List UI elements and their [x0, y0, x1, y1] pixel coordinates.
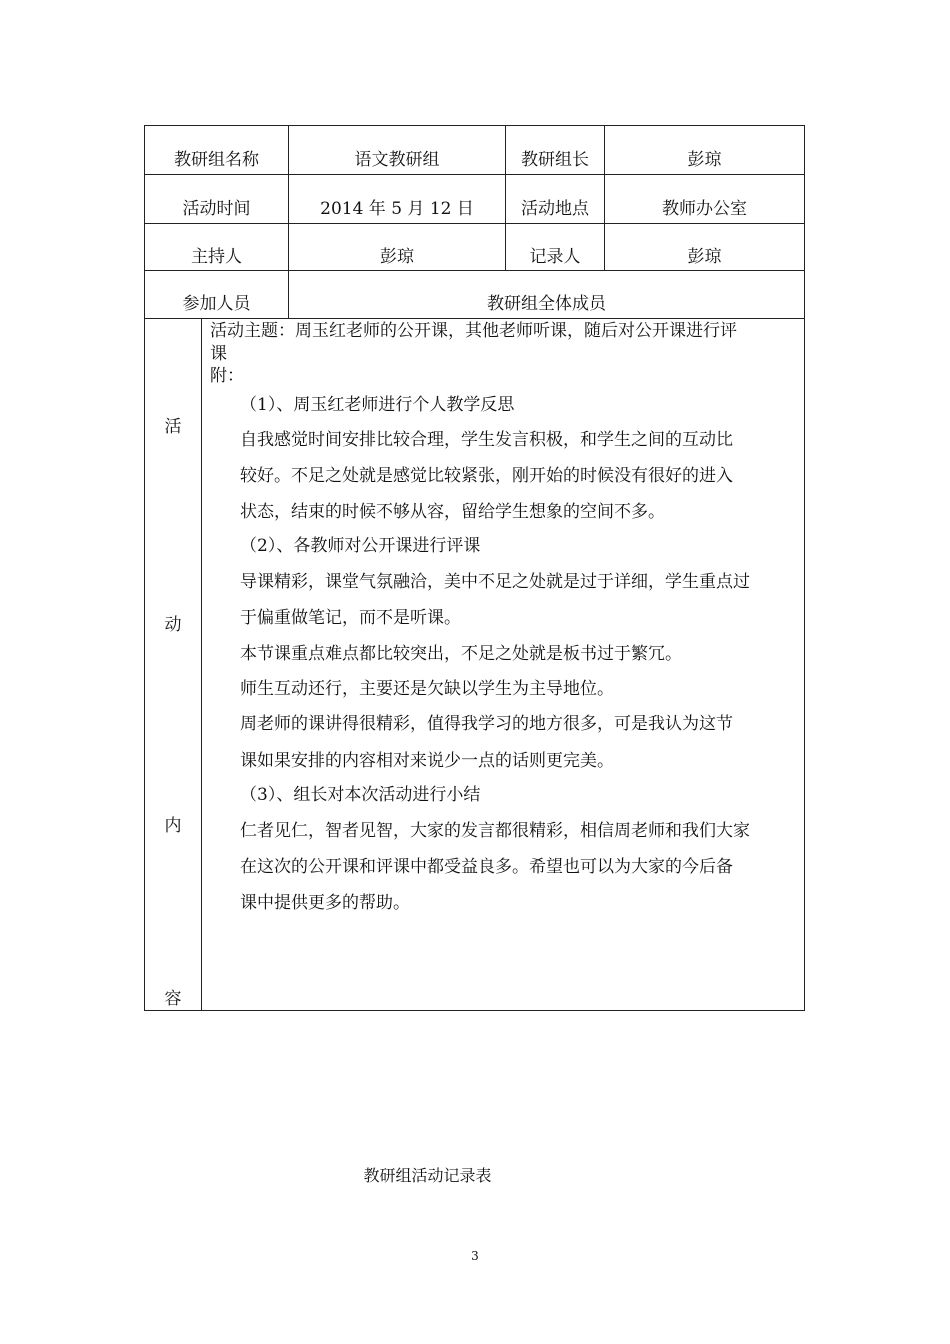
paragraph-line: 在这次的公开课和评课中都受益良多。希望也可以为大家的今后备	[240, 857, 733, 877]
activity-time-value: 2014 年 5 月 12 日	[320, 199, 474, 219]
page-number: 3	[471, 1249, 479, 1263]
paragraph-line: 本节课重点难点都比较突出，不足之处就是板书过于繁冗。	[240, 644, 682, 664]
paragraph-line: 较好。不足之处就是感觉比较紧张，刚开始的时候没有很好的进入	[240, 466, 733, 486]
section-title: （1）、周玉红老师进行个人教学反思	[240, 395, 515, 415]
col-divider	[201, 318, 202, 1010]
recorder-value: 彭琼	[687, 247, 722, 267]
paragraph-line: 师生互动还行，主要还是欠缺以学生为主导地位。	[240, 679, 614, 699]
activity-record-table	[144, 125, 805, 1011]
row-divider	[145, 174, 804, 175]
group-name-label: 教研组名称	[174, 150, 259, 170]
paragraph-line: 课如果安排的内容相对来说少一点的话则更完美。	[240, 751, 614, 771]
activity-place-value: 教师办公室	[662, 199, 747, 219]
group-leader-value: 彭琼	[687, 150, 722, 170]
row-divider	[145, 318, 804, 319]
content-label-char: 活	[164, 417, 182, 437]
recorder-label: 记录人	[529, 247, 581, 267]
appendix-label: 附：	[210, 366, 244, 386]
paragraph-line: 状态，结束的时候不够从容，留给学生想象的空间不多。	[240, 502, 665, 522]
content-label-char: 动	[164, 615, 182, 635]
paragraph-line: 课中提供更多的帮助。	[240, 893, 410, 913]
activity-theme: 活动主题：周玉红老师的公开课，其他老师听课，随后对公开课进行评	[210, 321, 737, 341]
participants-label: 参加人员	[182, 294, 251, 314]
paragraph-line: 仁者见仁，智者见智，大家的发言都很精彩，相信周老师和我们大家	[240, 821, 750, 841]
group-name-value: 语文教研组	[354, 150, 440, 170]
section-title: （2）、各教师对公开课进行评课	[240, 536, 481, 556]
activity-time-label: 活动时间	[182, 199, 251, 219]
form-title: 教研组活动记录表	[363, 1166, 492, 1185]
row-divider	[145, 270, 804, 271]
paragraph-line: 于偏重做笔记，而不是听课。	[240, 608, 461, 628]
host-label: 主持人	[191, 247, 242, 267]
host-value: 彭琼	[380, 247, 414, 267]
section-title: （3）、组长对本次活动进行小结	[240, 785, 481, 805]
content-label-char: 内	[164, 816, 182, 836]
content-label-char: 容	[164, 989, 182, 1009]
row-divider	[145, 223, 804, 224]
paragraph-line: 周老师的课讲得很精彩，值得我学习的地方很多，可是我认为这节	[240, 714, 733, 734]
activity-theme-wrap: 课	[210, 344, 227, 364]
paragraph-line: 导课精彩，课堂气氛融洽，美中不足之处就是过于详细，学生重点过	[240, 572, 750, 592]
participants-value: 教研组全体成员	[487, 294, 606, 314]
paragraph-line: 自我感觉时间安排比较合理，学生发言积极，和学生之间的互动比	[240, 430, 733, 450]
group-leader-label: 教研组长	[521, 150, 589, 170]
activity-place-label: 活动地点	[521, 199, 589, 219]
